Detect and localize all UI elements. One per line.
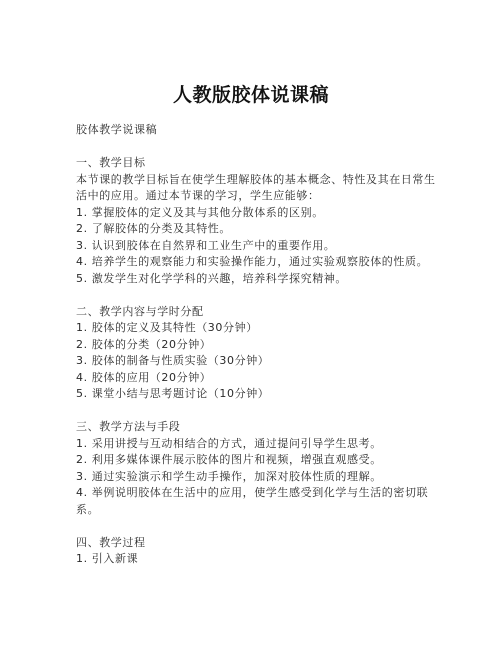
- paragraph-gap: [76, 403, 436, 420]
- section-heading: 二、教学内容与学时分配: [76, 304, 204, 318]
- paragraph-gap: [76, 518, 436, 535]
- paragraph-gap: [76, 287, 436, 304]
- list-item: 3. 认识到胶体在自然界和工业生产中的重要作用。: [76, 238, 336, 252]
- list-item: 2. 了解胶体的分类及其特性。: [76, 222, 231, 235]
- document-body: [76, 122, 436, 568]
- list-item: 2. 胶体的分类（20分钟）: [76, 337, 212, 351]
- list-item: 4. 举例说明胶体在生活中的应用，使学生感受到化学与生活的密切联系。: [76, 486, 429, 516]
- list-item: 3. 胶体的制备与性质实验（30分钟）: [76, 354, 270, 367]
- section-heading: 三、教学方法与手段: [76, 420, 181, 433]
- list-item: 4. 胶体的应用（20分钟）: [76, 370, 212, 384]
- document-title: 人教版胶体说课稿: [172, 84, 329, 106]
- list-item: 1. 胶体的定义及其特性（30分钟）: [76, 321, 258, 334]
- list-item: 5. 激发学生对化学学科的兴趣，培养科学探究精神。: [76, 271, 347, 285]
- list-item: 2. 利用多媒体课件展示胶体的图片和视频，增强直观感受。: [76, 453, 382, 466]
- list-item: 3. 通过实验演示和学生动手操作，加深对胶体性质的理解。: [76, 469, 382, 483]
- document-subtitle: 胶体教学说课稿: [76, 123, 158, 136]
- section-heading: 一、教学目标: [76, 156, 146, 169]
- list-item: 5. 课堂小结与思考题讨论（10分钟）: [76, 387, 270, 400]
- list-item: 1. 掌握胶体的定义及其与其他分散体系的区别。: [76, 205, 324, 219]
- list-item: 4. 培养学生的观察能力和实验操作能力，通过实验观察胶体的性质。: [76, 255, 429, 268]
- section-intro: 本节课的教学目标旨在使学生理解胶体的基本概念、特性及其在日常生活中的应用。通过本节课的学习，学生应能够：: [76, 172, 436, 202]
- list-item: 1. 引入新课: [76, 552, 139, 565]
- list-item: 1. 采用讲授与互动相结合的方式，通过提问引导学生思考。: [76, 436, 382, 450]
- section-heading: 四、教学过程: [76, 535, 146, 549]
